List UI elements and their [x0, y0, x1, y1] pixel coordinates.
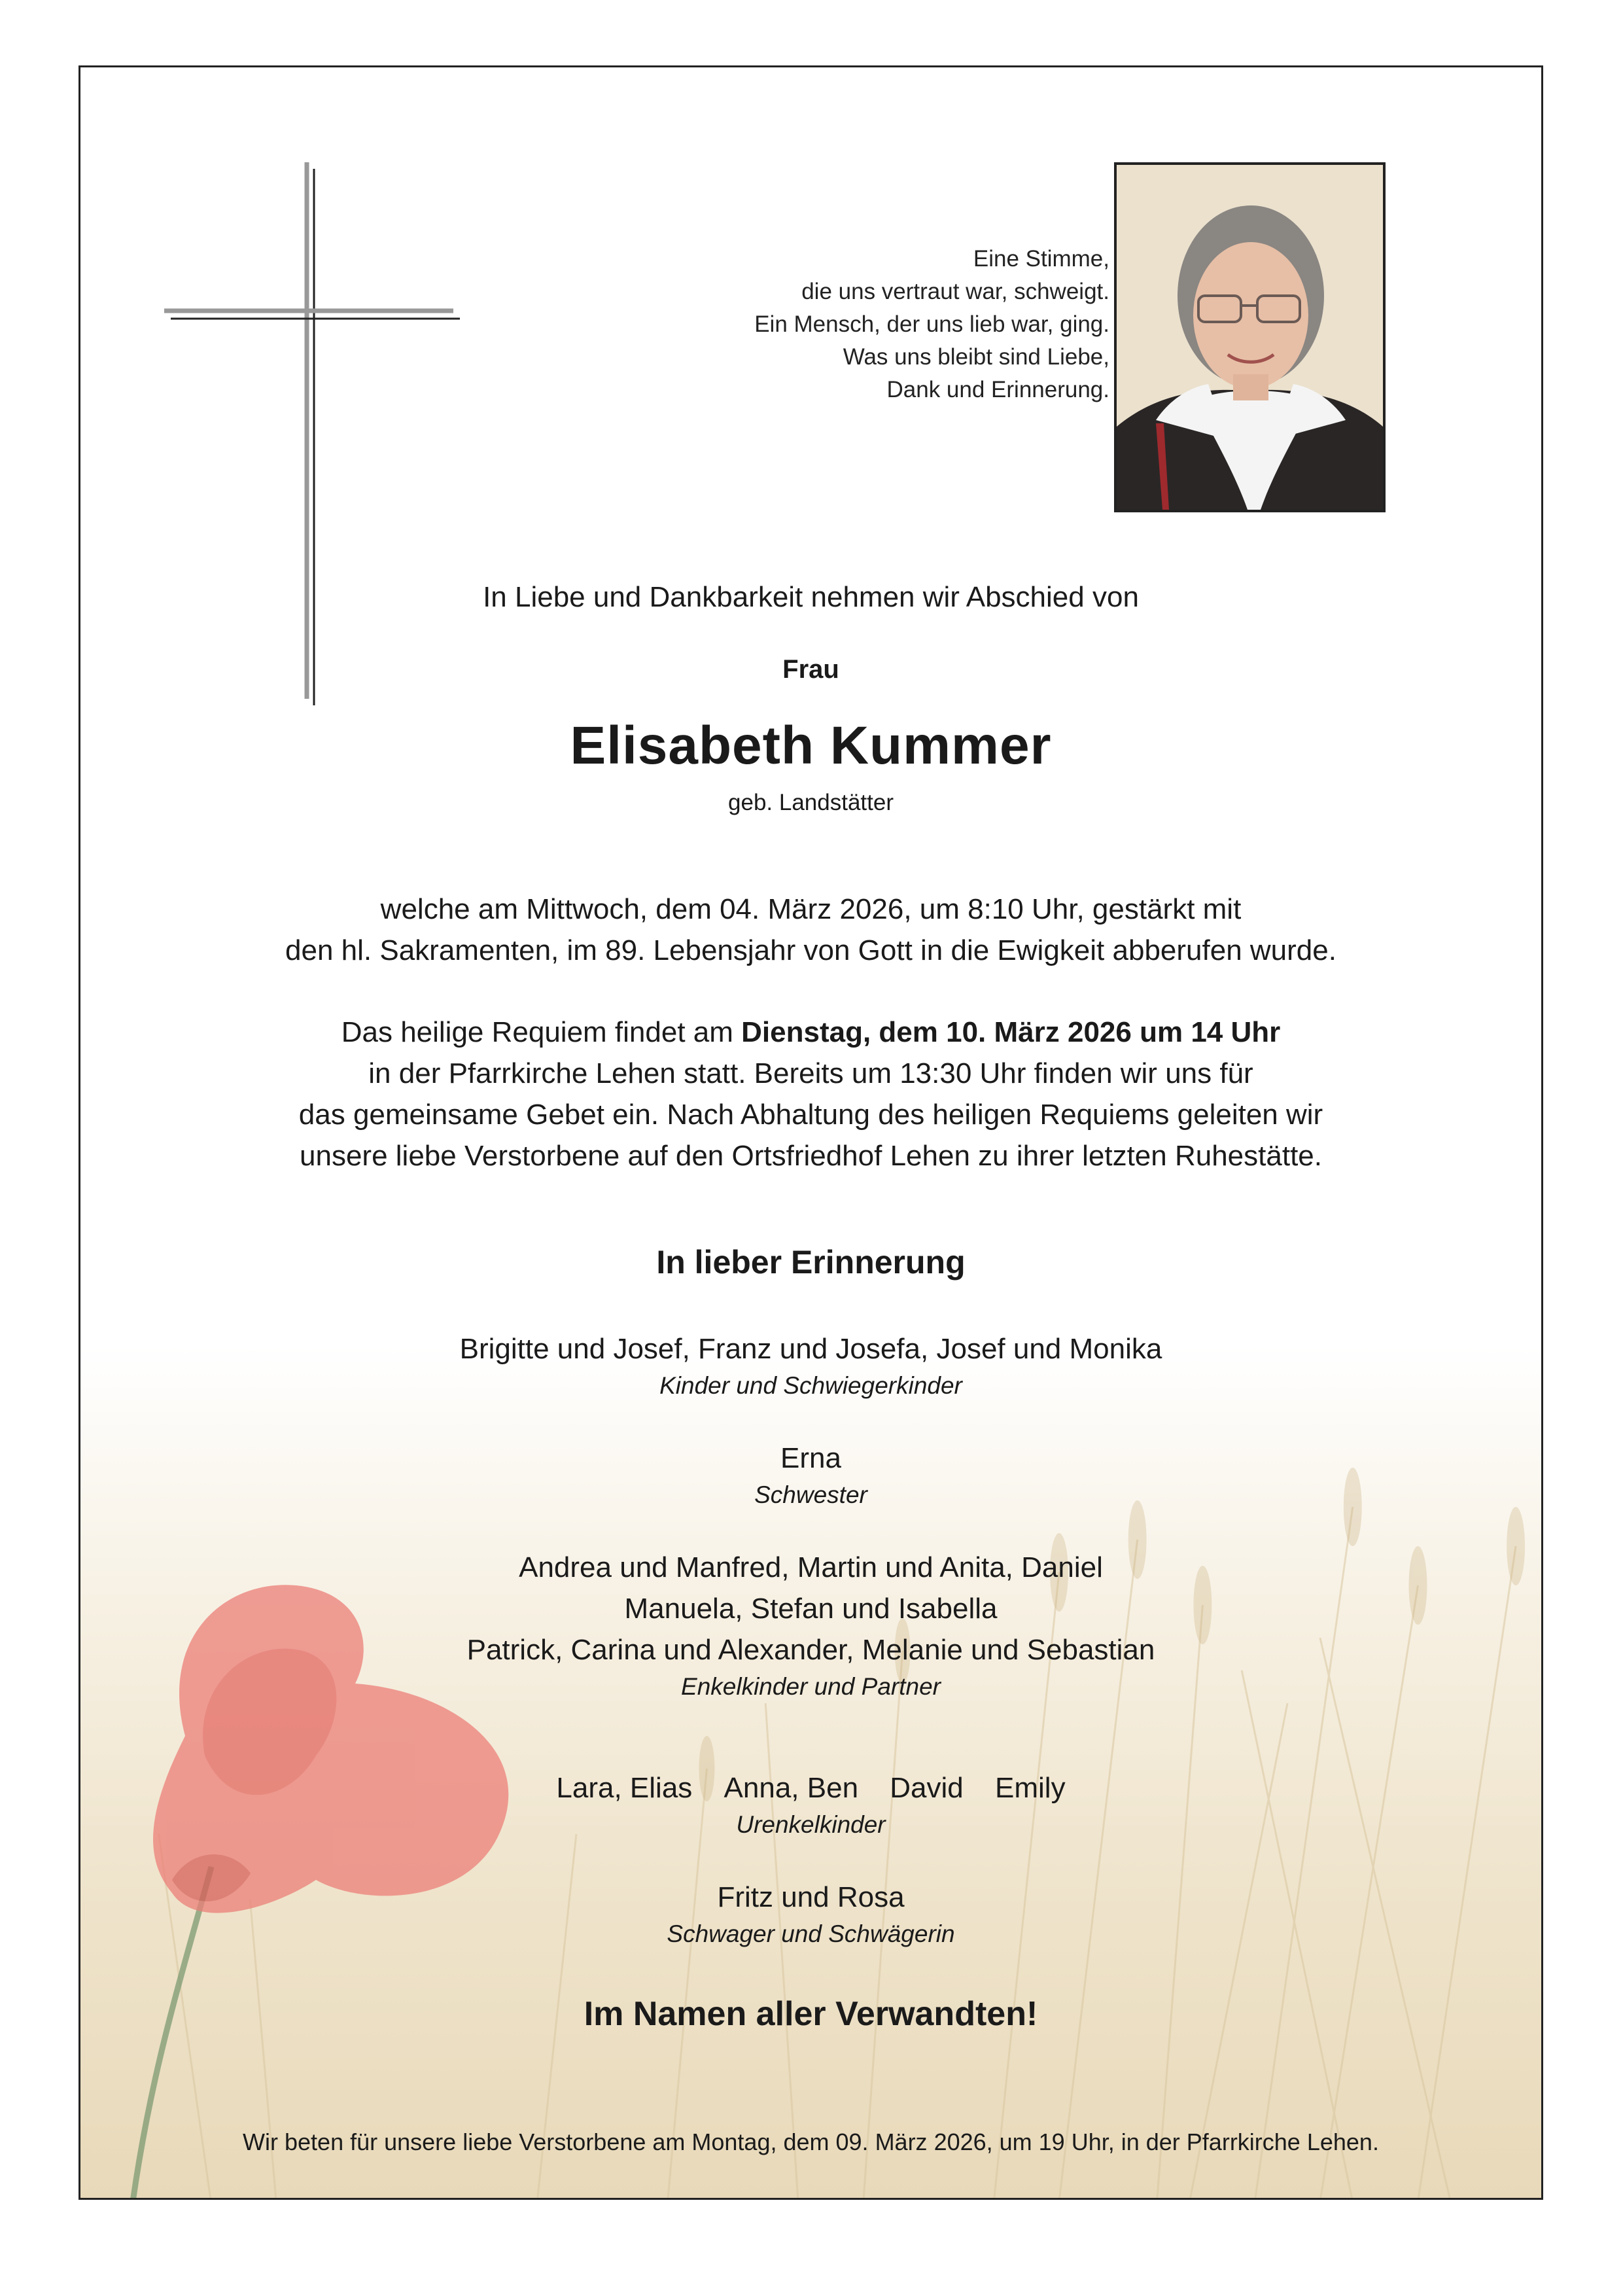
- salutation: Frau: [782, 655, 839, 684]
- requiem-line: unsere liebe Verstorbene auf den Ortsfriedhof Lehen zu ihrer letzten Ruhestätte.: [300, 1140, 1322, 1172]
- mourner-names: [80, 1767, 1541, 1809]
- mourner-names: Patrick, Carina und Alexander, Melanie und Sebastian: [466, 1634, 1155, 1666]
- mourner-role: Schwester: [754, 1481, 867, 1508]
- cross-icon: [80, 67, 538, 722]
- mourner-group-in-laws: [80, 1877, 1541, 1951]
- prayer-notice: Wir beten für unsere liebe Verstorbene am Montag, dem 09. März 2026, um 19 Uhr, in der Pfarrkirche Lehen.: [243, 2128, 1379, 2155]
- portrait-photo: [1114, 162, 1386, 512]
- intro-text: In Liebe und Dankbarkeit nehmen wir Abschied von: [483, 581, 1139, 613]
- obituary-card: [79, 65, 1543, 2200]
- deceased-name: Elisabeth Kummer: [570, 716, 1052, 775]
- death-announcement: [80, 889, 1541, 971]
- poem-line: Was uns bleibt sind Liebe,: [843, 344, 1109, 370]
- mourner-role: Urenkelkinder: [736, 1811, 886, 1838]
- poem-line: Ein Mensch, der uns lieb war, ging.: [754, 311, 1109, 337]
- requiem-first-line: [80, 1012, 1541, 1053]
- mourner-group-sister: [80, 1438, 1541, 1511]
- requiem-line: das gemeinsame Gebet ein. Nach Abhaltung des heiligen Requiems geleiten wir: [298, 1099, 1323, 1131]
- requiem-date: Dienstag, dem 10. März 2026 um 14 Uhr: [741, 1016, 1281, 1048]
- mourner-group-children: [80, 1328, 1541, 1402]
- requiem-prefix: Das heilige Requiem findet am: [341, 1016, 742, 1048]
- mourner-names: Andrea und Manfred, Martin und Anita, Daniel: [519, 1551, 1103, 1583]
- mourner-name: David: [890, 1772, 964, 1804]
- poem-line: die uns vertraut war, schweigt.: [801, 279, 1109, 304]
- mourner-names: Manuela, Stefan und Isabella: [624, 1593, 998, 1625]
- mourner-name: Emily: [995, 1772, 1066, 1804]
- mourner-role: Schwager und Schwägerin: [667, 1920, 955, 1947]
- birth-name: geb. Landstätter: [728, 790, 894, 815]
- mourner-group-grandchildren: [80, 1547, 1541, 1703]
- portrait-illustration: [1117, 165, 1383, 510]
- poem-line: Dank und Erinnerung.: [886, 377, 1109, 402]
- mourner-group-great-grandchildren: [80, 1767, 1541, 1841]
- mourner-names: Erna: [780, 1442, 841, 1474]
- memory-heading: In lieber Erinnerung: [656, 1244, 966, 1280]
- mourner-names: Brigitte und Josef, Franz und Josefa, Josef und Monika: [459, 1333, 1162, 1365]
- requiem-announcement: [80, 1012, 1541, 1176]
- poem-line: Eine Stimme,: [973, 246, 1109, 272]
- mourner-name: Anna, Ben: [724, 1772, 859, 1804]
- mourner-role: Enkelkinder und Partner: [681, 1673, 941, 1700]
- closing-line: Im Namen aller Verwandten!: [584, 1995, 1038, 2033]
- requiem-line: in der Pfarrkirche Lehen statt. Bereits um 13:30 Uhr finden wir uns für: [368, 1057, 1253, 1089]
- mourner-role: Kinder und Schwiegerkinder: [659, 1372, 962, 1399]
- memorial-poem: [754, 243, 1109, 406]
- death-line: den hl. Sakramenten, im 89. Lebensjahr von Gott in die Ewigkeit abberufen wurde.: [285, 934, 1336, 966]
- mourner-name: Lara, Elias: [556, 1772, 693, 1804]
- death-line: welche am Mittwoch, dem 04. März 2026, um 8:10 Uhr, gestärkt mit: [380, 893, 1242, 925]
- mourner-names: Fritz und Rosa: [717, 1881, 905, 1913]
